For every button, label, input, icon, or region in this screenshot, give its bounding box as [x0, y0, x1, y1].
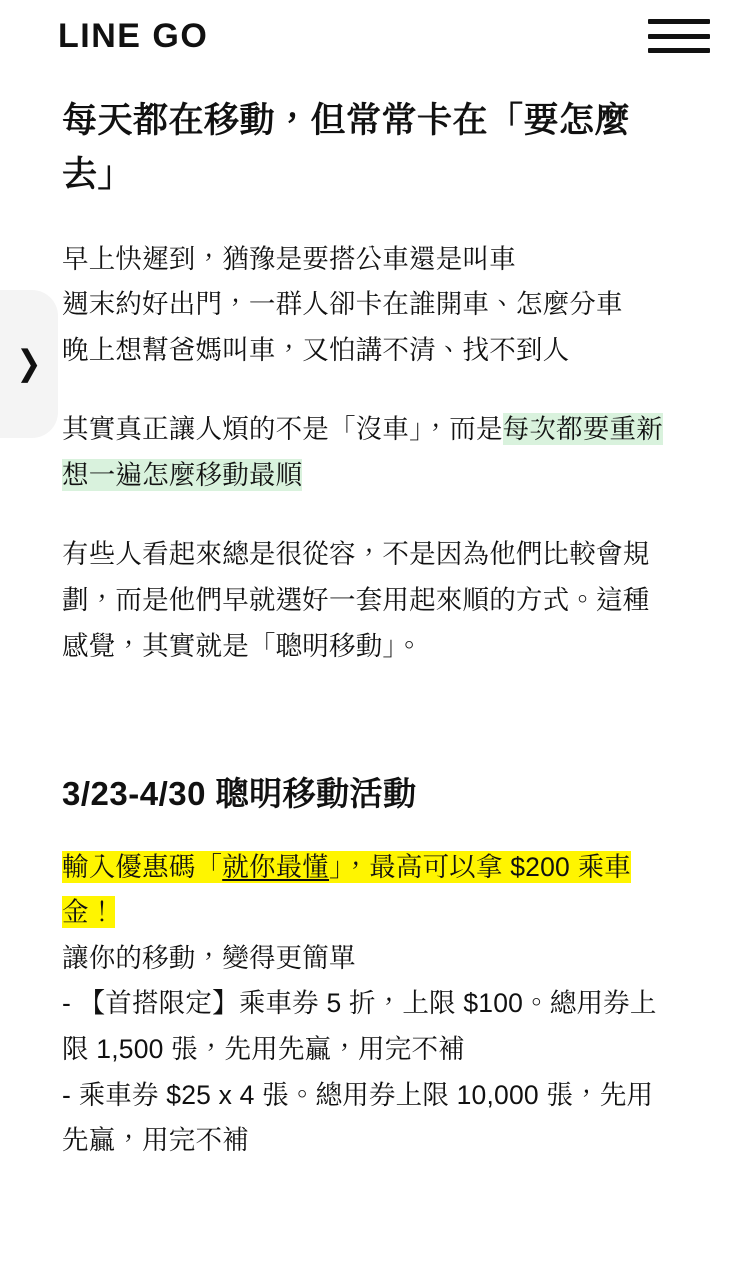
promo-code: 就你最懂	[222, 851, 330, 882]
promo-highlight	[62, 851, 631, 929]
hamburger-menu-icon[interactable]	[648, 13, 710, 59]
brand-logo[interactable]: LINE GO	[58, 16, 209, 55]
pain-point-prefix: 其實真正讓人煩的不是「沒車」，而是	[62, 414, 503, 445]
smart-move-paragraph: 有些人看起來總是很從容，不是因為他們比較會規劃，而是他們早就選好一套用起來順的方式。這種感覺，其實就是「聰明移動」。	[62, 539, 650, 661]
intro-line-1: 早上快遲到，猶豫是要搭公車還是叫車	[62, 243, 516, 274]
menu-bar-1	[648, 19, 710, 24]
menu-bar-2	[648, 34, 710, 39]
promo-line-3: - 【首搭限定】乘車券 5 折，上限 $100。總用券上限 1,500 張，先用先贏，用完不補	[62, 988, 657, 1064]
promo-text-prefix: 輸入優惠碼「	[62, 851, 223, 882]
section-spacer	[62, 703, 674, 769]
pain-point-paragraph	[62, 407, 674, 498]
menu-bar-3	[648, 48, 710, 53]
campaign-title: 3/23-4/30 聰明移動活動	[62, 775, 417, 813]
page-header	[0, 0, 736, 72]
intro-line-2: 週末約好出門，一群人卻卡在誰開車、怎麼分車	[62, 289, 623, 320]
promo-text-suffix: 」，最高可以拿 $200 乘車金！	[62, 851, 631, 928]
chevron-right-icon: ❯	[16, 344, 42, 383]
promo-line-2: 讓你的移動，變得更簡單	[62, 942, 356, 973]
page-title: 每天都在移動，但常常卡在「要怎麼去」	[62, 101, 631, 195]
intro-paragraph	[62, 237, 674, 374]
promo-paragraph	[62, 845, 674, 1164]
pain-point-highlight: 每次都要重新想一遍怎麼移動最順	[62, 414, 663, 490]
side-panel-toggle[interactable]	[0, 290, 58, 438]
article-content	[0, 72, 736, 1164]
intro-line-3: 晚上想幫爸媽叫車，又怕講不清、找不到人	[62, 334, 570, 365]
promo-line-4: - 乘車券 $25 x 4 張。總用券上限 10,000 張，先用先贏，用完不補	[62, 1079, 654, 1156]
